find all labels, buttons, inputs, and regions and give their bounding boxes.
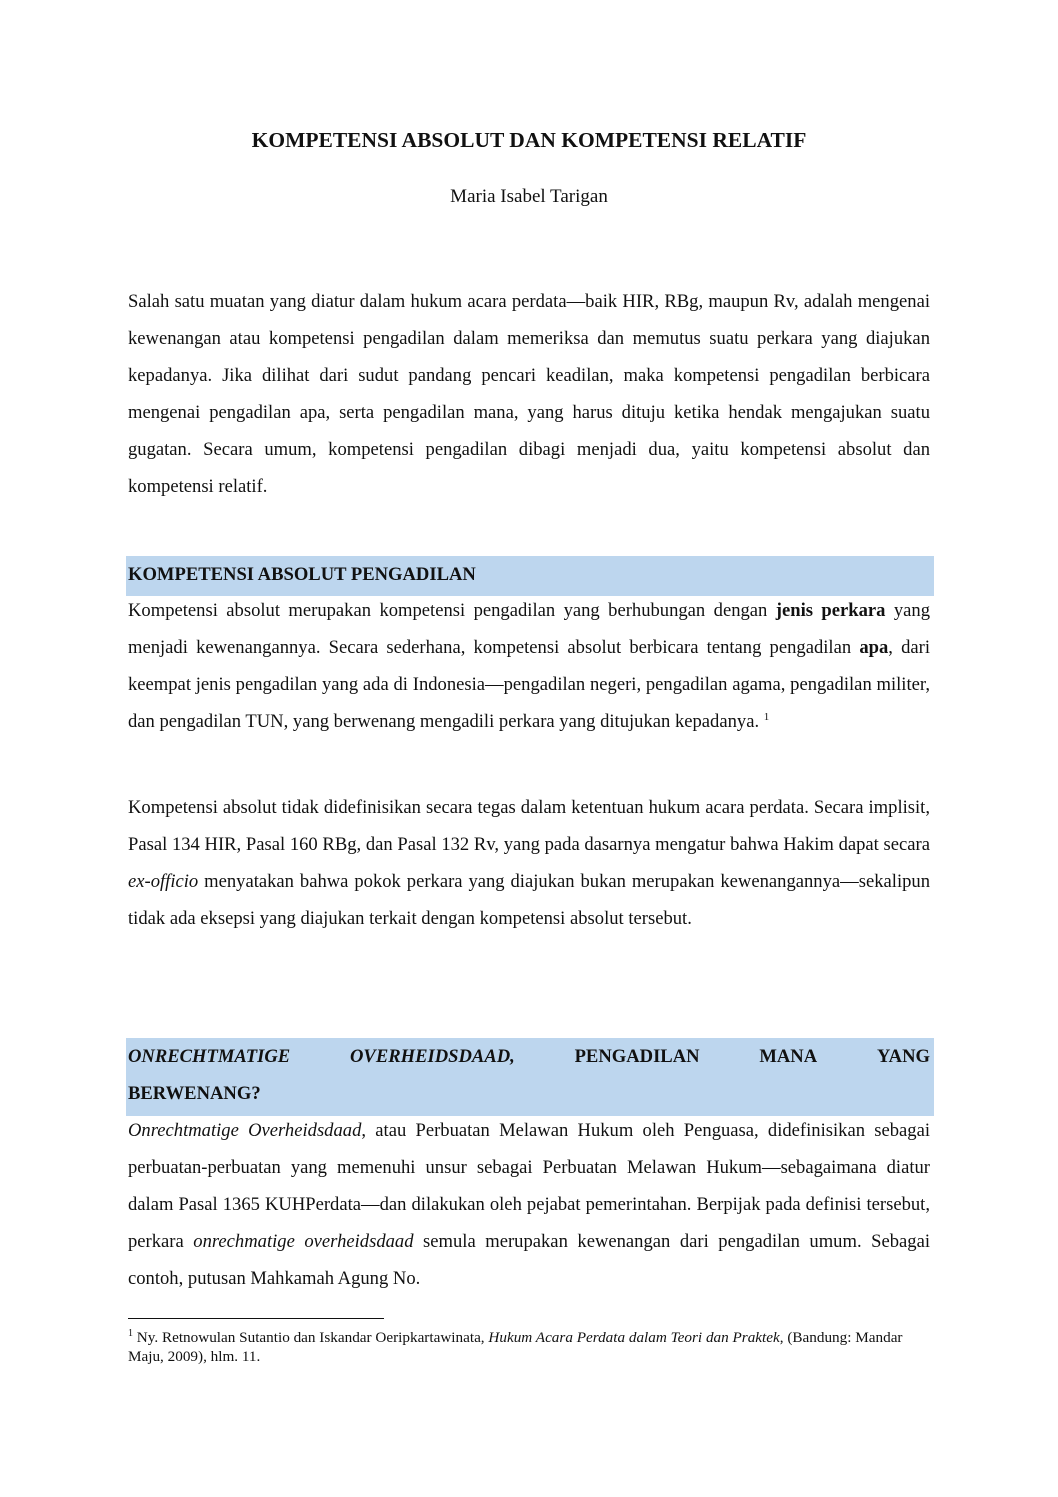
section-heading-text: KOMPETENSI ABSOLUT PENGADILAN: [128, 564, 476, 585]
text-run: menyatakan bahwa pokok perkara yang diajukan bukan merupakan kewenangannya—sekalipun tidak ada eksepsi yang diajukan terkait dengan kompetensi absolut tersebut.: [128, 871, 930, 929]
section-heading-onrechtmatige-overheidsdaad: [126, 1038, 934, 1116]
heading-line-1: [128, 1038, 934, 1075]
italic-text: Onrechtmatige Overheidsdaad: [128, 1120, 362, 1141]
text-run: , (Bandung: Mandar Maju, 2009), hlm. 11.: [128, 1329, 903, 1365]
italic-text: ex-officio: [128, 871, 199, 892]
text-run: , dari keempat jenis pengadilan yang ada di Indonesia—pengadilan negeri, pengadilan agama, pengadilan militer, dan pengadilan TUN, yang berwenang mengadili perkara yang ditujukan kepadanya.: [128, 637, 930, 732]
text-run: Kompetensi absolut tidak didefinisikan secara tegas dalam ketentuan hukum acara perdata. Secara implisit, Pasal 134 HIR, Pasal 160 RBg, dan Pasal 132 Rv, yang pada dasarnya mengatur bahwa Hakim dapat secara: [128, 797, 930, 855]
heading-word: ONRECHTMATIGE: [128, 1046, 291, 1067]
footnote-reference[interactable]: 1: [763, 710, 770, 723]
section-heading-absolute-competence: [126, 556, 934, 596]
heading-word: YANG: [876, 1046, 930, 1067]
text-run: semula merupakan kewenangan dari pengadilan umum. Sebagai contoh, putusan Mahkamah Agung No.: [128, 1231, 930, 1289]
text-run: Kompetensi absolut merupakan kompetensi pengadilan yang berhubungan dengan: [128, 600, 776, 621]
footnote-book-title: Hukum Acara Perdata dalam Teori dan Praktek: [488, 1329, 780, 1346]
footnote-separator: [128, 1318, 384, 1319]
heading-word: OVERHEIDSDAAD,: [349, 1046, 515, 1067]
text-run: , atau Perbuatan Melawan Hukum oleh Penguasa, didefinisikan sebagai perbuatan-perbuatan yang memenuhi unsur sebagai Perbuatan Melawan Hukum—sebagaimana diatur dalam Pasal 1365 KUHPerdata—dan dilakukan oleh pejabat pemerintahan. Berpijak pada definisi tersebut, perkara: [128, 1120, 931, 1252]
footnote-1: [128, 1328, 930, 1366]
text-run: yang menjadi kewenangannya. Secara sederhana, kompetensi absolut berbicara tentang pengadilan: [128, 600, 931, 658]
intro-paragraph: Salah satu muatan yang diatur dalam hukum acara perdata—baik HIR, RBg, maupun Rv, adalah mengenai kewenangan atau kompetensi pengadilan dalam memeriksa dan memutus suatu perkara yang diajukan kepadanya. Jika dilihat dari sudut pandang pencari keadilan, maka kompetensi pengadilan berbicara mengenai pengadilan apa, serta pengadilan mana, yang harus dituju ketika hendak mengajukan suatu gugatan. Secara umum, kompetensi pengadilan dibagi menjadi dua, yaitu kompetensi absolut dan kompetensi relatif.: [128, 291, 930, 497]
document-author: Maria Isabel Tarigan: [450, 186, 608, 207]
italic-text: onrechmatige overheidsdaad: [193, 1231, 414, 1252]
heading-line-2: BERWENANG?: [128, 1083, 261, 1104]
heading-word: PENGADILAN: [574, 1046, 700, 1067]
bold-text: apa: [859, 637, 889, 658]
bold-text: jenis perkara: [775, 600, 886, 621]
section1-paragraph-2: [128, 789, 930, 937]
document-title: KOMPETENSI ABSOLUT DAN KOMPETENSI RELATIF: [251, 128, 807, 152]
footnote-number: 1: [128, 1327, 133, 1339]
section1-paragraph-1: [128, 592, 930, 740]
section2-paragraph-1: [128, 1112, 930, 1297]
heading-word: MANA: [759, 1046, 818, 1067]
text-run: Ny. Retnowulan Sutantio dan Iskandar Oeripkartawinata,: [133, 1329, 489, 1346]
